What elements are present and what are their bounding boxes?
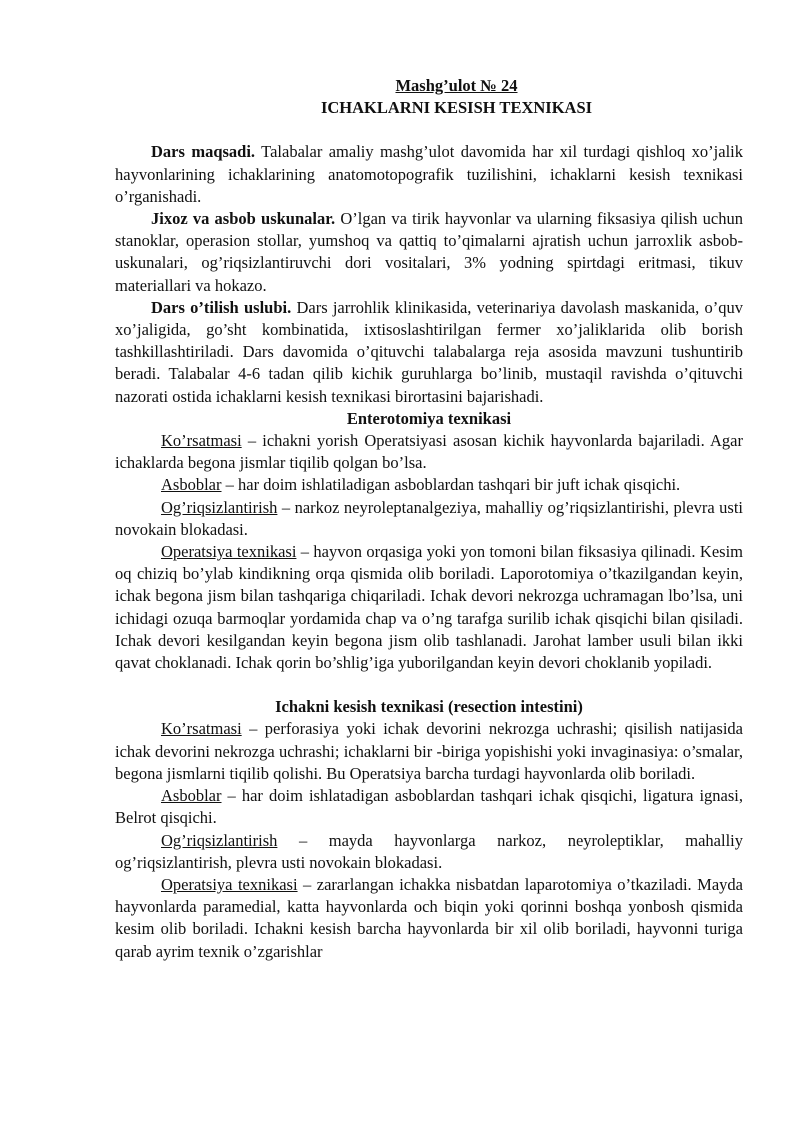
section2-item	[115, 718, 743, 785]
section1-item	[115, 430, 743, 474]
item-label: Ko’rsatmasi	[161, 719, 242, 739]
spacer	[115, 674, 743, 696]
document-page	[115, 75, 743, 963]
section-title-resection: Ichakni kesish texnikasi (resection intestini)	[275, 697, 583, 717]
item-label: Og’riqsizlantirish	[161, 497, 278, 517]
item-text: – hayvon orqasiga yoki yon tomoni bilan fiksasiya qilinadi. Kesim oq chiziq bo’ylab kindikning orqa qismida olib boriladi. Laporotomiya o’tkazilgandan keyin, ichak begona jism bilan tashqariga chiqariladi. Ichak devori nekrozga uchramagan lbo’lsa, uni ichidagi ozuqa barmoqlar yordamida chap va o’ng tarafga surilib ichak qisqichi bilan qisiladi. Ichak devori kesilgandan keyin begona jism olib tashlanadi. Jarohat lamber usuli bilan ikki qavat choklanadi. Ichak qorin bo’shlig’iga yuborilgandan keyin devori choklanib yopiladi.	[115, 542, 743, 673]
intro-text: Talabalar amaliy mashg’ulot davomida har xil turdagi qishloq xo’jalik hayvonlarining ichaklarining anatomotopografik tuzilishini, ichaklarni kesish texnikasi o’rganishadi.	[115, 142, 743, 206]
section2-item	[115, 785, 743, 829]
section1-item	[115, 497, 743, 541]
item-text: – mayda hayvonlarga narkoz, neyroleptiklar, mahalliy og’riqsizlantirish, plevra usti novokain blokadasi.	[115, 830, 743, 872]
intro-text: O’lgan va tirik hayvonlar va ularning fiksasiya qilish uchun stanoklar, operasion stollar, yumshoq va qattiq to’qimalarni ajratish uchun jarroxlik asbob-uskunalari, og’riqsizlantiruvchi dori vositalari, 3% yodning spirtdagi eritmasi, tikuv materiallari va hokazo.	[115, 209, 744, 295]
intro-label: Dars o’tilish uslubi.	[151, 297, 292, 317]
item-text: – ichakni yorish Operatsiyasi asosan kichik hayvonlarda bajariladi. Agar ichaklarda begona jismlar tiqilib qolgan bo’lsa.	[115, 431, 743, 473]
section1-item	[115, 474, 743, 496]
intro-paragraph-equipment	[115, 208, 743, 297]
item-label: Operatsiya texnikasi	[161, 542, 297, 562]
lesson-number-title: Mashg’ulot № 24	[395, 76, 518, 95]
intro-text: Dars jarrohlik klinikasida, veterinariya davolash maskanida, o’quv xo’jaligida, go’sht kombinatida, ixtisoslashtirilgan fermer xo’jaliklarida olib borish tashkillashtiriladi. Dars davomida o’qituvchi talabalarga reja asosida mavzuni tushuntirib beradi. Talabalar 4-6 tadan qilib kichik guruhlarga bo’linib, mustaqil ravishda o’qituvchi nazorati ostida ichaklarni kesish texnikasi birortasini bajarishadi.	[115, 297, 743, 406]
spacer	[115, 119, 743, 141]
item-label: Asboblar	[161, 786, 222, 806]
item-text: – har doim ishlatadigan asboblardan tashqari ichak qisqichi, ligatura ignasi, Belrot qisqichi.	[115, 786, 743, 828]
item-text: – har doim ishlatiladigan asboblardan tashqari bir juft ichak qisqichi.	[221, 475, 681, 495]
item-text: – zararlangan ichakka nisbatdan laparotomiya o’tkaziladi. Mayda hayvonlarda paramedial, katta hayvonlarda och biqin yoki qorinni boshqa yonbosh qismida kesim olib boriladi. Ichakni kesish barcha hayvonlarda bir xil olib boriladi, hayvonni turiga qarab ayrim texnik o’zgarishlar	[115, 874, 744, 961]
section2-item	[115, 830, 743, 874]
intro-label: Jixoz va asbob uskunalar.	[151, 209, 336, 229]
item-label: Operatsiya texnikasi	[161, 874, 298, 894]
intro-paragraph-method	[115, 297, 743, 408]
item-label: Ko’rsatmasi	[161, 431, 242, 451]
item-text: – narkoz neyroleptanalgeziya, mahalliy og’riqsizlantirishi, plevra usti novokain blokadasi.	[115, 497, 743, 539]
section1-item	[115, 541, 743, 674]
section2-item	[115, 874, 743, 963]
intro-label: Dars maqsadi.	[151, 142, 256, 162]
intro-paragraph-goal	[115, 141, 743, 208]
section-title-enterotomy: Enterotomiya texnikasi	[346, 408, 512, 428]
item-text: – perforasiya yoki ichak devorini nekrozga uchrashi; qisilish natijasida ichak devorini nekrozga uchrashi; ichaklarni bir -biriga yopishishi yoki invaginasiya: o’smalar, begona jismlarni tiqilib qolishi. Bu Operatsiya barcha turdagi hayvonlarda olib boriladi.	[115, 719, 743, 783]
lesson-topic-title: ICHAKLARNI KESISH TEXNIKASI	[320, 98, 593, 118]
item-label: Og’riqsizlantirish	[161, 830, 278, 850]
item-label: Asboblar	[161, 475, 222, 495]
